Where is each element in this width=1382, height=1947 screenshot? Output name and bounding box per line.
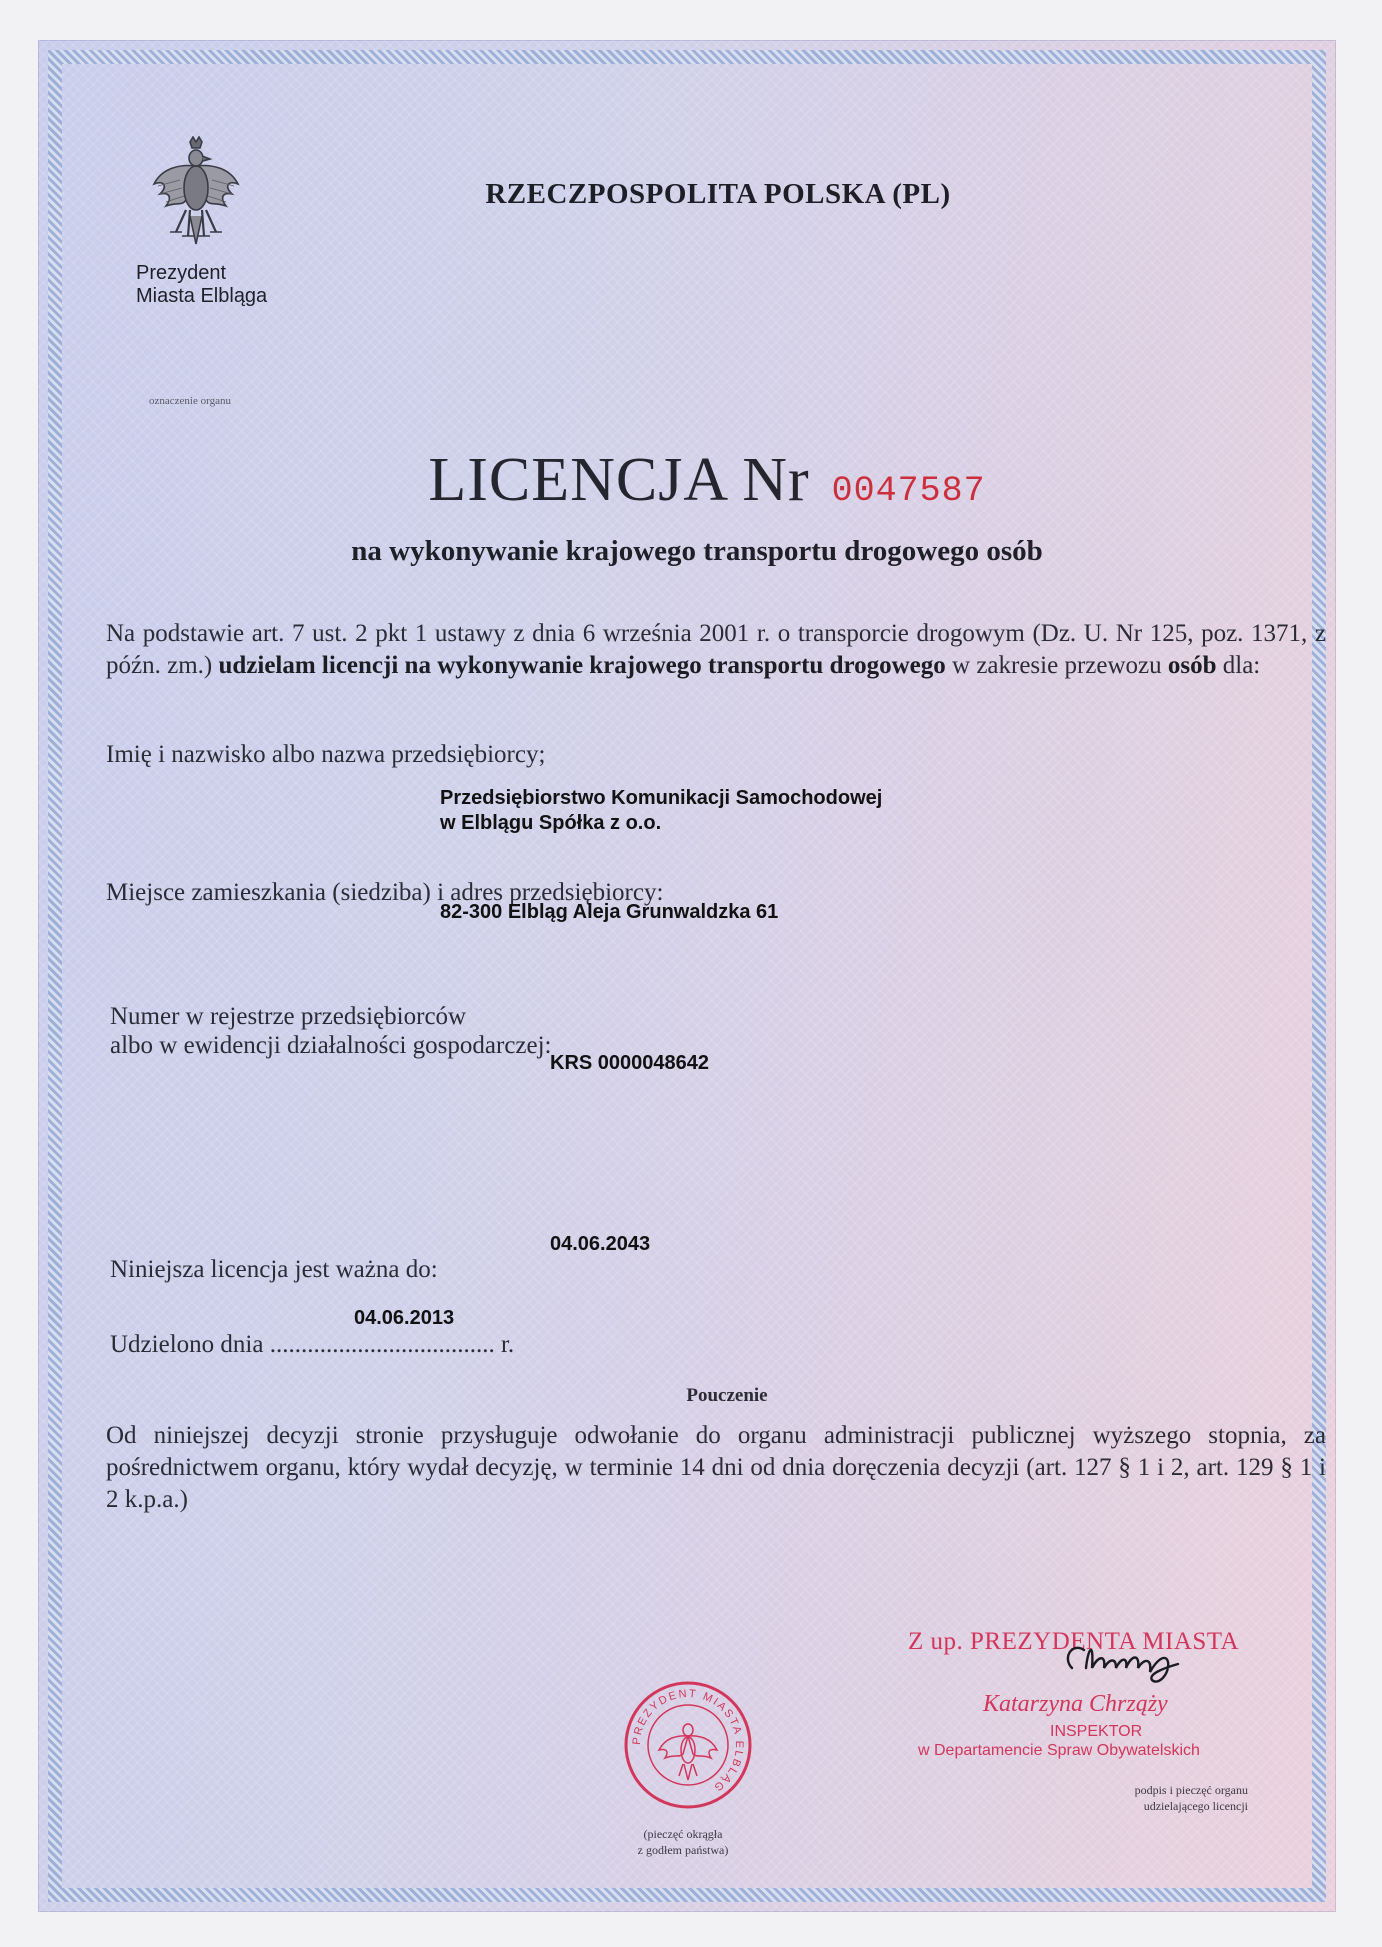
seal-caption-line1: (pieczęć okrągła	[643, 1827, 723, 1841]
valid-until-value: 04.06.2043	[550, 1233, 651, 1255]
issued-date-suffix: r.	[500, 1331, 515, 1358]
legal-basis-bold-grant: udzielam licencji na wykonywanie krajowego transportu drogowego	[218, 652, 946, 679]
issuer-city: Miasta Elbląga	[136, 285, 268, 307]
signature-caption-line1: podpis i pieczęć organu	[1134, 1783, 1248, 1797]
valid-until-label: Niniejsza licencja jest ważna do:	[110, 1256, 438, 1283]
legal-basis-end: dla:	[1216, 652, 1261, 679]
license-number: 0047587	[831, 471, 986, 511]
legal-basis-paragraph	[106, 618, 1326, 682]
handwritten-signature	[1058, 1628, 1208, 1698]
legal-basis-text: Na podstawie art. 7 ust. 2 pkt 1 ustawy z dnia 6 września 2001 r. o transporcie drogowym (Dz. U. Nr 125, poz. 1371, z późn. zm.)	[106, 620, 1326, 679]
license-subtitle: na wykonywanie krajowego transportu drogowego osób	[351, 535, 1043, 567]
organ-designation-note: oznaczenie organu	[149, 395, 231, 407]
issued-date-label: Udzielono dnia	[110, 1331, 264, 1358]
entrepreneur-name-line2: w Elblągu Spółka z o.o.	[440, 812, 662, 834]
issued-date-value: 04.06.2013	[354, 1307, 455, 1329]
signatory-department: w Departamencie Spraw Obywatelskich	[918, 1742, 1200, 1759]
round-official-seal-icon	[623, 1680, 753, 1810]
country-heading: RZECZPOSPOLITA POLSKA (PL)	[485, 178, 951, 210]
entrepreneur-name-value	[440, 786, 882, 836]
legal-basis-bold-persons: osób	[1167, 652, 1217, 679]
license-title-text: LICENCJA Nr	[428, 446, 810, 514]
issuer-title: Prezydent	[136, 262, 227, 284]
seal-caption-line2: z godłem państwa)	[637, 1843, 729, 1857]
address-value: 82-300 Elbląg Aleja Grunwaldzka 61	[440, 901, 779, 923]
issued-date-line	[110, 1330, 514, 1359]
seal-text: PREZYDENT MIASTA ELBLĄG	[630, 1687, 746, 1795]
register-number-value: KRS 0000048642	[550, 1052, 710, 1074]
entrepreneur-name-line1: Przedsiębiorstwo Komunikacji Samochodowej	[440, 787, 883, 809]
license-title	[38, 445, 1336, 516]
notice-text: Od niniejszej decyzji stronie przysługuje odwołanie do organu administracji publicznej wyższego stopnia, za pośrednictwem organu, który wydał decyzję, w terminie 14 dni od dnia doręczenia decyzji (art. 127 § 1 i 2, art. 129 § 1 i 2 k.p.a.)	[106, 1422, 1326, 1513]
guilloche-border	[48, 50, 1326, 1902]
signature-caption	[1048, 1782, 1248, 1814]
register-label-line2: albo w ewidencji działalności gospodarczej:	[110, 1032, 552, 1059]
issuing-authority	[136, 262, 267, 308]
register-label	[110, 1002, 552, 1060]
signatory-position: INSPEKTOR	[1050, 1723, 1143, 1740]
notice-heading: Pouczenie	[686, 1385, 768, 1406]
signature-caption-line2: udzielającego licencji	[1143, 1799, 1248, 1813]
seal-caption	[583, 1826, 783, 1858]
address-label: Miejsce zamieszkania (siedziba) i adres przedsiębiorcy:	[106, 879, 664, 906]
entrepreneur-name-label: Imię i nazwisko albo nazwa przedsiębiorcy;	[106, 741, 546, 768]
register-label-line1: Numer w rejestrze przedsiębiorców	[110, 1003, 467, 1030]
legal-basis-scope: w zakresie przewozu	[945, 652, 1168, 679]
license-document	[38, 40, 1336, 1912]
signatory-name: Katarzyna Chrząży	[983, 1691, 1168, 1717]
authorization-stamp-line: Z up. PREZYDENTA MIASTA	[908, 1628, 1240, 1655]
issued-date-dots: ....................................	[269, 1331, 495, 1358]
